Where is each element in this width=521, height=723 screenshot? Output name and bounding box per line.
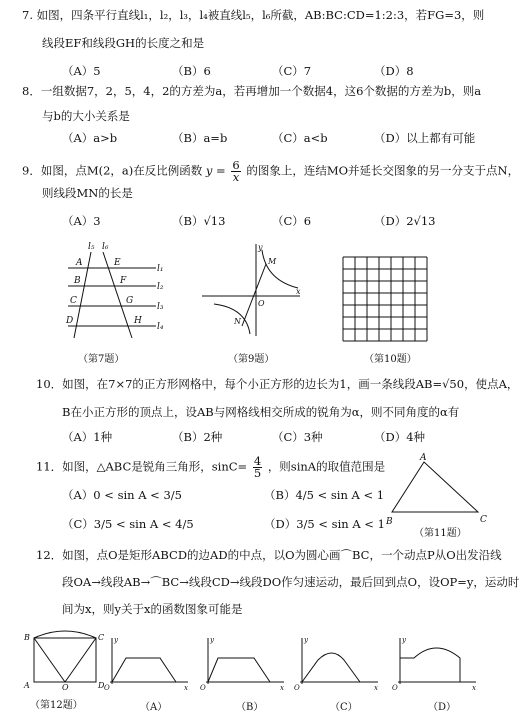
fig7-label-l3: l₃ [157, 302, 164, 312]
q12-graph-a-label-o: O [104, 684, 110, 690]
fig7-parallel-lines [58, 238, 168, 350]
q12-option-a-label: （A） [140, 702, 168, 713]
fig7-label-d: D [66, 316, 74, 326]
fig7-label-l5: l₅ [88, 242, 95, 252]
q12-graph-d-label-x: x [472, 684, 476, 690]
q11-sinc-numerator: 4 [253, 454, 262, 468]
fig7-label-a: A [76, 258, 83, 268]
q10-option-a: （A）1种 [62, 430, 113, 444]
q11-sinc-fraction [253, 456, 262, 479]
fig12-label-d: D [98, 681, 104, 690]
fig11-triangle-abc [392, 462, 478, 512]
q12-graph-b [200, 634, 288, 690]
fig12-segment-ob [34, 638, 65, 682]
q12-graph-a-curve [112, 658, 176, 682]
q12-graph-a-label-x: x [184, 684, 188, 690]
q11-stem [36, 456, 385, 479]
fig7-label-l1: l₁ [157, 264, 164, 274]
fig12-arc-bc [34, 631, 96, 638]
q9-stem-line2: 则线段MN的长是 [42, 186, 133, 200]
fig12-label-c: C [98, 633, 104, 642]
q8-option-d: （D）以上都有可能 [374, 131, 476, 145]
fig12-label-b: B [24, 633, 30, 642]
q7-stem-line1: 7. 如图，四条平行直线l₁，l₂，l₃，l₄被直线l₅，l₆所截，AB:BC:CD=1:2:3，若FG=3，则 [22, 8, 485, 22]
fig11-label-a: A [420, 453, 427, 463]
q7-stem-line2: 线段EF和线段GH的长度之和是 [42, 36, 205, 50]
q11-stem-part-b: ，则sinA的取值范围是 [267, 459, 386, 474]
q9-stem-part-b: 的图象上，连结MO并延长交图象的另一分支于点N， [246, 163, 520, 178]
q12-option-b-label: （B） [236, 702, 264, 713]
q9-option-a: （A）3 [62, 214, 101, 228]
q12-graph-b-curve [208, 658, 270, 682]
q8-option-a: （A）a>b [62, 131, 118, 145]
q12-graph-a-label-y: y [114, 636, 118, 644]
q12-graph-d-label-y: y [402, 636, 406, 644]
q12-option-d-label: （D） [428, 702, 457, 713]
fig11-caption: （第11题） [414, 528, 467, 539]
q12-graph-c-curve [302, 653, 360, 682]
q9-option-c: （C）6 [272, 214, 312, 228]
q12-graph-c [294, 634, 382, 690]
q12-option-c-label: （C） [330, 702, 358, 713]
q9-option-d: （D）2√13 [374, 214, 436, 228]
fig12-label-a: A [24, 681, 30, 690]
q7-option-b: （B）6 [172, 64, 211, 78]
q9-fraction-denominator: x [232, 170, 240, 184]
fig9-hyperbola-graph [196, 240, 308, 340]
q11-option-b: （B）4/5 < sin A < 1 [264, 488, 385, 502]
q11-sinc-denominator: 5 [253, 466, 262, 480]
fig9-caption: （第9题） [228, 354, 275, 365]
q10-stem-line1: 10．如图，在7×7的正方形网格中，每个小正方形的边长为1，画一条线段AB=√50，使点A， [36, 377, 519, 391]
fig11-label-b: B [386, 517, 393, 527]
q8-option-b: （B）a=b [172, 131, 228, 145]
fig9-label-x: x [296, 287, 301, 296]
fig9-label-m: M [268, 257, 277, 266]
q12-graph-b-label-y: y [210, 636, 214, 644]
q12-graph-d-label-o: O [392, 684, 398, 690]
q10-option-c: （C）3种 [272, 430, 323, 444]
q10-option-d: （D）4种 [374, 430, 426, 444]
q11-option-a: （A）0 < sin A < 3/5 [62, 488, 182, 502]
q8-stem-line1: 8．一组数据7，2，5，4，2的方差为a，若再增加一个数据4，这6个数据的方差为b，则a [22, 84, 482, 98]
q9-stem-line1 [22, 160, 519, 183]
fig9-branch-upper [262, 250, 298, 288]
fig7-label-f: F [120, 276, 127, 286]
q12-graph-b-label-o: O [200, 684, 206, 690]
fig9-label-y: y [258, 243, 263, 252]
q8-option-c: （C）a<b [272, 131, 328, 145]
fig10-caption: （第10题） [364, 354, 417, 365]
q9-stem-part-a: 9．如图，点M(2，a)在反比例函数 [22, 163, 203, 178]
q12-graph-c-label-y: y [304, 636, 308, 644]
fig10-square-grid [342, 256, 428, 342]
q9-function-lhs: y = [205, 163, 226, 178]
q8-stem-line2: 与b的大小关系是 [42, 109, 130, 123]
q12-graph-d-curve [400, 648, 460, 682]
q7-option-c: （C）7 [272, 64, 312, 78]
fig7-label-l4: l₄ [157, 322, 164, 332]
q9-fraction-numerator: 6 [232, 158, 240, 172]
q12-graph-b-label-x: x [280, 684, 284, 690]
q12-graph-a [104, 634, 192, 690]
q9-option-b: （B）√13 [172, 214, 226, 228]
fig9-label-n: N [234, 317, 241, 326]
fig7-label-h: H [134, 316, 142, 326]
q7-option-d: （D）8 [374, 64, 414, 78]
q11-option-d: （D）3/5 < sin A < 1 [264, 517, 385, 531]
q10-option-b: （B）2种 [172, 430, 223, 444]
q11-option-c: （C）3/5 < sin A < 4/5 [62, 517, 194, 531]
q12-stem-line2: 段OA→线段AB→⌒BC→线段CD→线段DO作匀速运动，最后回到点O，设OP=y，运动时 [62, 575, 520, 589]
fig12-rectangle-arc [22, 628, 104, 690]
q12-graph-d [392, 634, 480, 690]
fig7-label-l6: l₆ [102, 242, 109, 252]
q12-graph-c-label-o: O [294, 684, 300, 690]
fig12-segment-oc [65, 638, 96, 682]
fig12-rectangle-abcd [34, 638, 96, 682]
q12-stem-line3: 间为x，则y关于x的函数图象可能是 [62, 602, 243, 616]
q9-function-fraction [231, 160, 240, 183]
fig11-label-c: C [480, 515, 487, 525]
q12-stem-line1: 12．如图，点O是矩形ABCD的边AD的中点，以O为圆心画⌒BC，一个动点P从O出发沿线 [36, 548, 502, 562]
q11-stem-part-a: 11．如图，△ABC是锐角三角形，sinC= [36, 459, 248, 474]
q7-option-a: （A）5 [62, 64, 101, 78]
fig11-triangle [386, 452, 496, 532]
q12-graph-c-label-x: x [374, 684, 378, 690]
fig7-label-g: G [126, 296, 134, 306]
fig12-caption: （第12题） [30, 700, 83, 711]
fig7-label-e: E [114, 258, 121, 268]
fig9-segment-mn [242, 264, 266, 326]
fig7-label-c: C [70, 296, 77, 306]
fig7-label-b: B [74, 276, 81, 286]
fig9-label-o: O [258, 299, 265, 308]
fig7-caption: （第7题） [78, 354, 125, 365]
fig12-label-o: O [62, 683, 69, 690]
q10-stem-line2: B在小正方形的顶点上，设AB与网格线相交所成的锐角为α，则不同角度的α有 [62, 405, 460, 419]
fig7-label-l2: l₂ [157, 282, 164, 292]
